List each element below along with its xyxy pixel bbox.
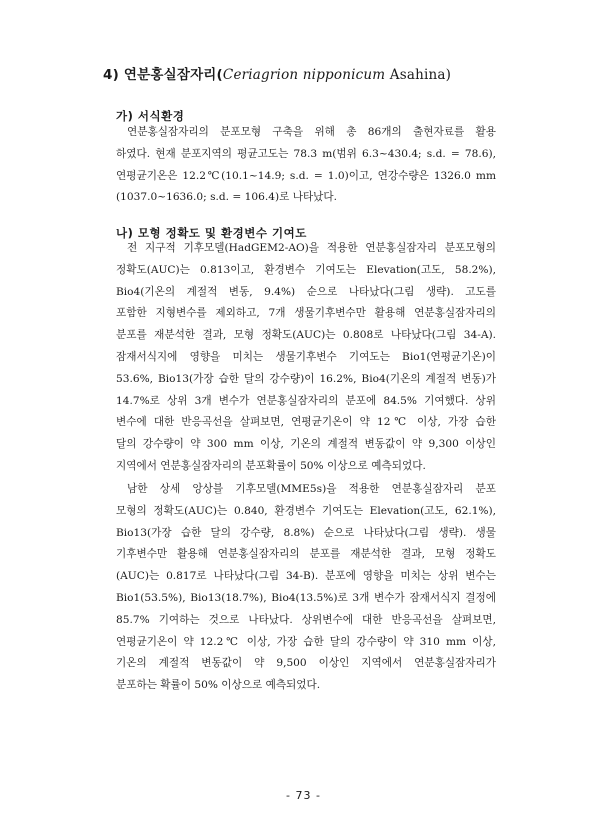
section-title-habitat: 가) 서식환경: [116, 109, 185, 123]
text-line: 변수에 대한 반응곡선을 살펴보면, 연평균기온이 약 12℃ 이상, 가장 습한: [116, 416, 496, 429]
species-heading: [103, 63, 563, 83]
text-line: 전 지구적 기후모델(HadGEM2-AO)을 적용한 연분홍실잠자리 분포모형의: [127, 242, 496, 254]
text-line: Bio13(가장 습한 달의 강수량, 8.8%) 순으로 나타났다(그림 생략). 생물: [116, 526, 496, 539]
paragraph-regional-model: [116, 479, 496, 697]
text-line: 남한 상세 앙상블 기후모델(MME5s)을 적용한 연분홍실잠자리 분포: [127, 483, 496, 495]
text-line: 14.7%로 상위 3개 변수가 연분홍실잠자리의 분포에 84.5% 기여했다. 상위: [116, 394, 496, 407]
text-line: 연분홍실잠자리의 분포모형 구축을 위해 총 86개의 출현자료를 활용: [127, 126, 496, 138]
page-number: - 73 -: [286, 789, 321, 802]
text-line: 달의 강수량이 약 300 mm 이상, 기온의 계절적 변동값이 약 9,300 이상인: [116, 438, 496, 451]
scientific-name: Ceriagrion nipponicum: [222, 67, 386, 83]
paragraph-global-model: [116, 238, 496, 478]
text-line: 연평균기온은 12.2℃(10.1~14.9; s.d. = 1.0)이고, 연강수량은 1326.0 mm: [116, 169, 496, 182]
text-line: 기온의 계절적 변동값이 약 9,500 이상인 지역에서 연분홍실잠자리가: [116, 657, 496, 670]
text-line: 잠재서식지에 영향을 미치는 생물기후변수 기여도는 Bio1(연평균기온)이: [116, 350, 496, 363]
text-line: 모형의 정확도(AUC)는 0.840, 환경변수 기여도는 Elevation(고도, 62.1%),: [116, 504, 496, 517]
author-name: Asahina): [385, 67, 452, 83]
text-line: 85.7% 기여하는 것으로 나타났다. 상위변수에 대한 반응곡선을 살펴보면,: [116, 613, 496, 626]
text-line: 분포하는 확률이 50% 이상으로 예측되었다.: [116, 679, 321, 692]
text-line: Bio4(기온의 계절적 변동, 9.4%) 순으로 나타났다(그림 생략). 고도를: [116, 285, 496, 298]
text-line: 정확도(AUC)는 0.813이고, 환경변수 기여도는 Elevation(고도, 58.2%),: [116, 263, 496, 276]
text-line: 연평균기온이 약 12.2℃ 이상, 가장 습한 달의 강수량이 약 310 mm 이상,: [116, 635, 496, 648]
text-line: 포함한 지형변수를 제외하고, 7개 생물기후변수만 활용해 연분홍실잠자리의: [116, 307, 496, 320]
text-line: 53.6%, Bio13(가장 습한 달의 강수량)이 16.2%, Bio4(기온의 계절적 변동)가: [116, 372, 496, 385]
text-line: 기후변수만 활용해 연분홍실잠자리의 분포를 재분석한 결과, 모형 정확도: [116, 548, 496, 561]
paragraph-habitat: [116, 122, 496, 209]
text-line: Bio1(53.5%), Bio13(18.7%), Bio4(13.5%)로 3개 변수가 잠재서식지 결정에: [116, 591, 496, 604]
text-line: 분포를 재분석한 결과, 모형 정확도(AUC)는 0.808로 나타났다(그림 34-A).: [116, 329, 496, 342]
text-line: 지역에서 연분홍실잠자리의 분포확률이 50% 이상으로 예측되었다.: [116, 459, 426, 472]
heading-prefix: 4) 연분홍실잠자리(: [103, 67, 223, 83]
text-line: 하였다. 현재 분포지역의 평균고도는 78.3 m(범위 6.3~430.4; s.d. = 78.6),: [116, 147, 496, 160]
section-title-model-accuracy: 나) 모형 정확도 및 환경변수 기여도: [116, 226, 307, 240]
text-line: (AUC)는 0.817로 나타났다(그림 34-B). 분포에 영향을 미치는 상위 변수는: [116, 570, 496, 583]
text-line: (1037.0~1636.0; s.d. = 106.4)로 나타났다.: [116, 191, 338, 204]
